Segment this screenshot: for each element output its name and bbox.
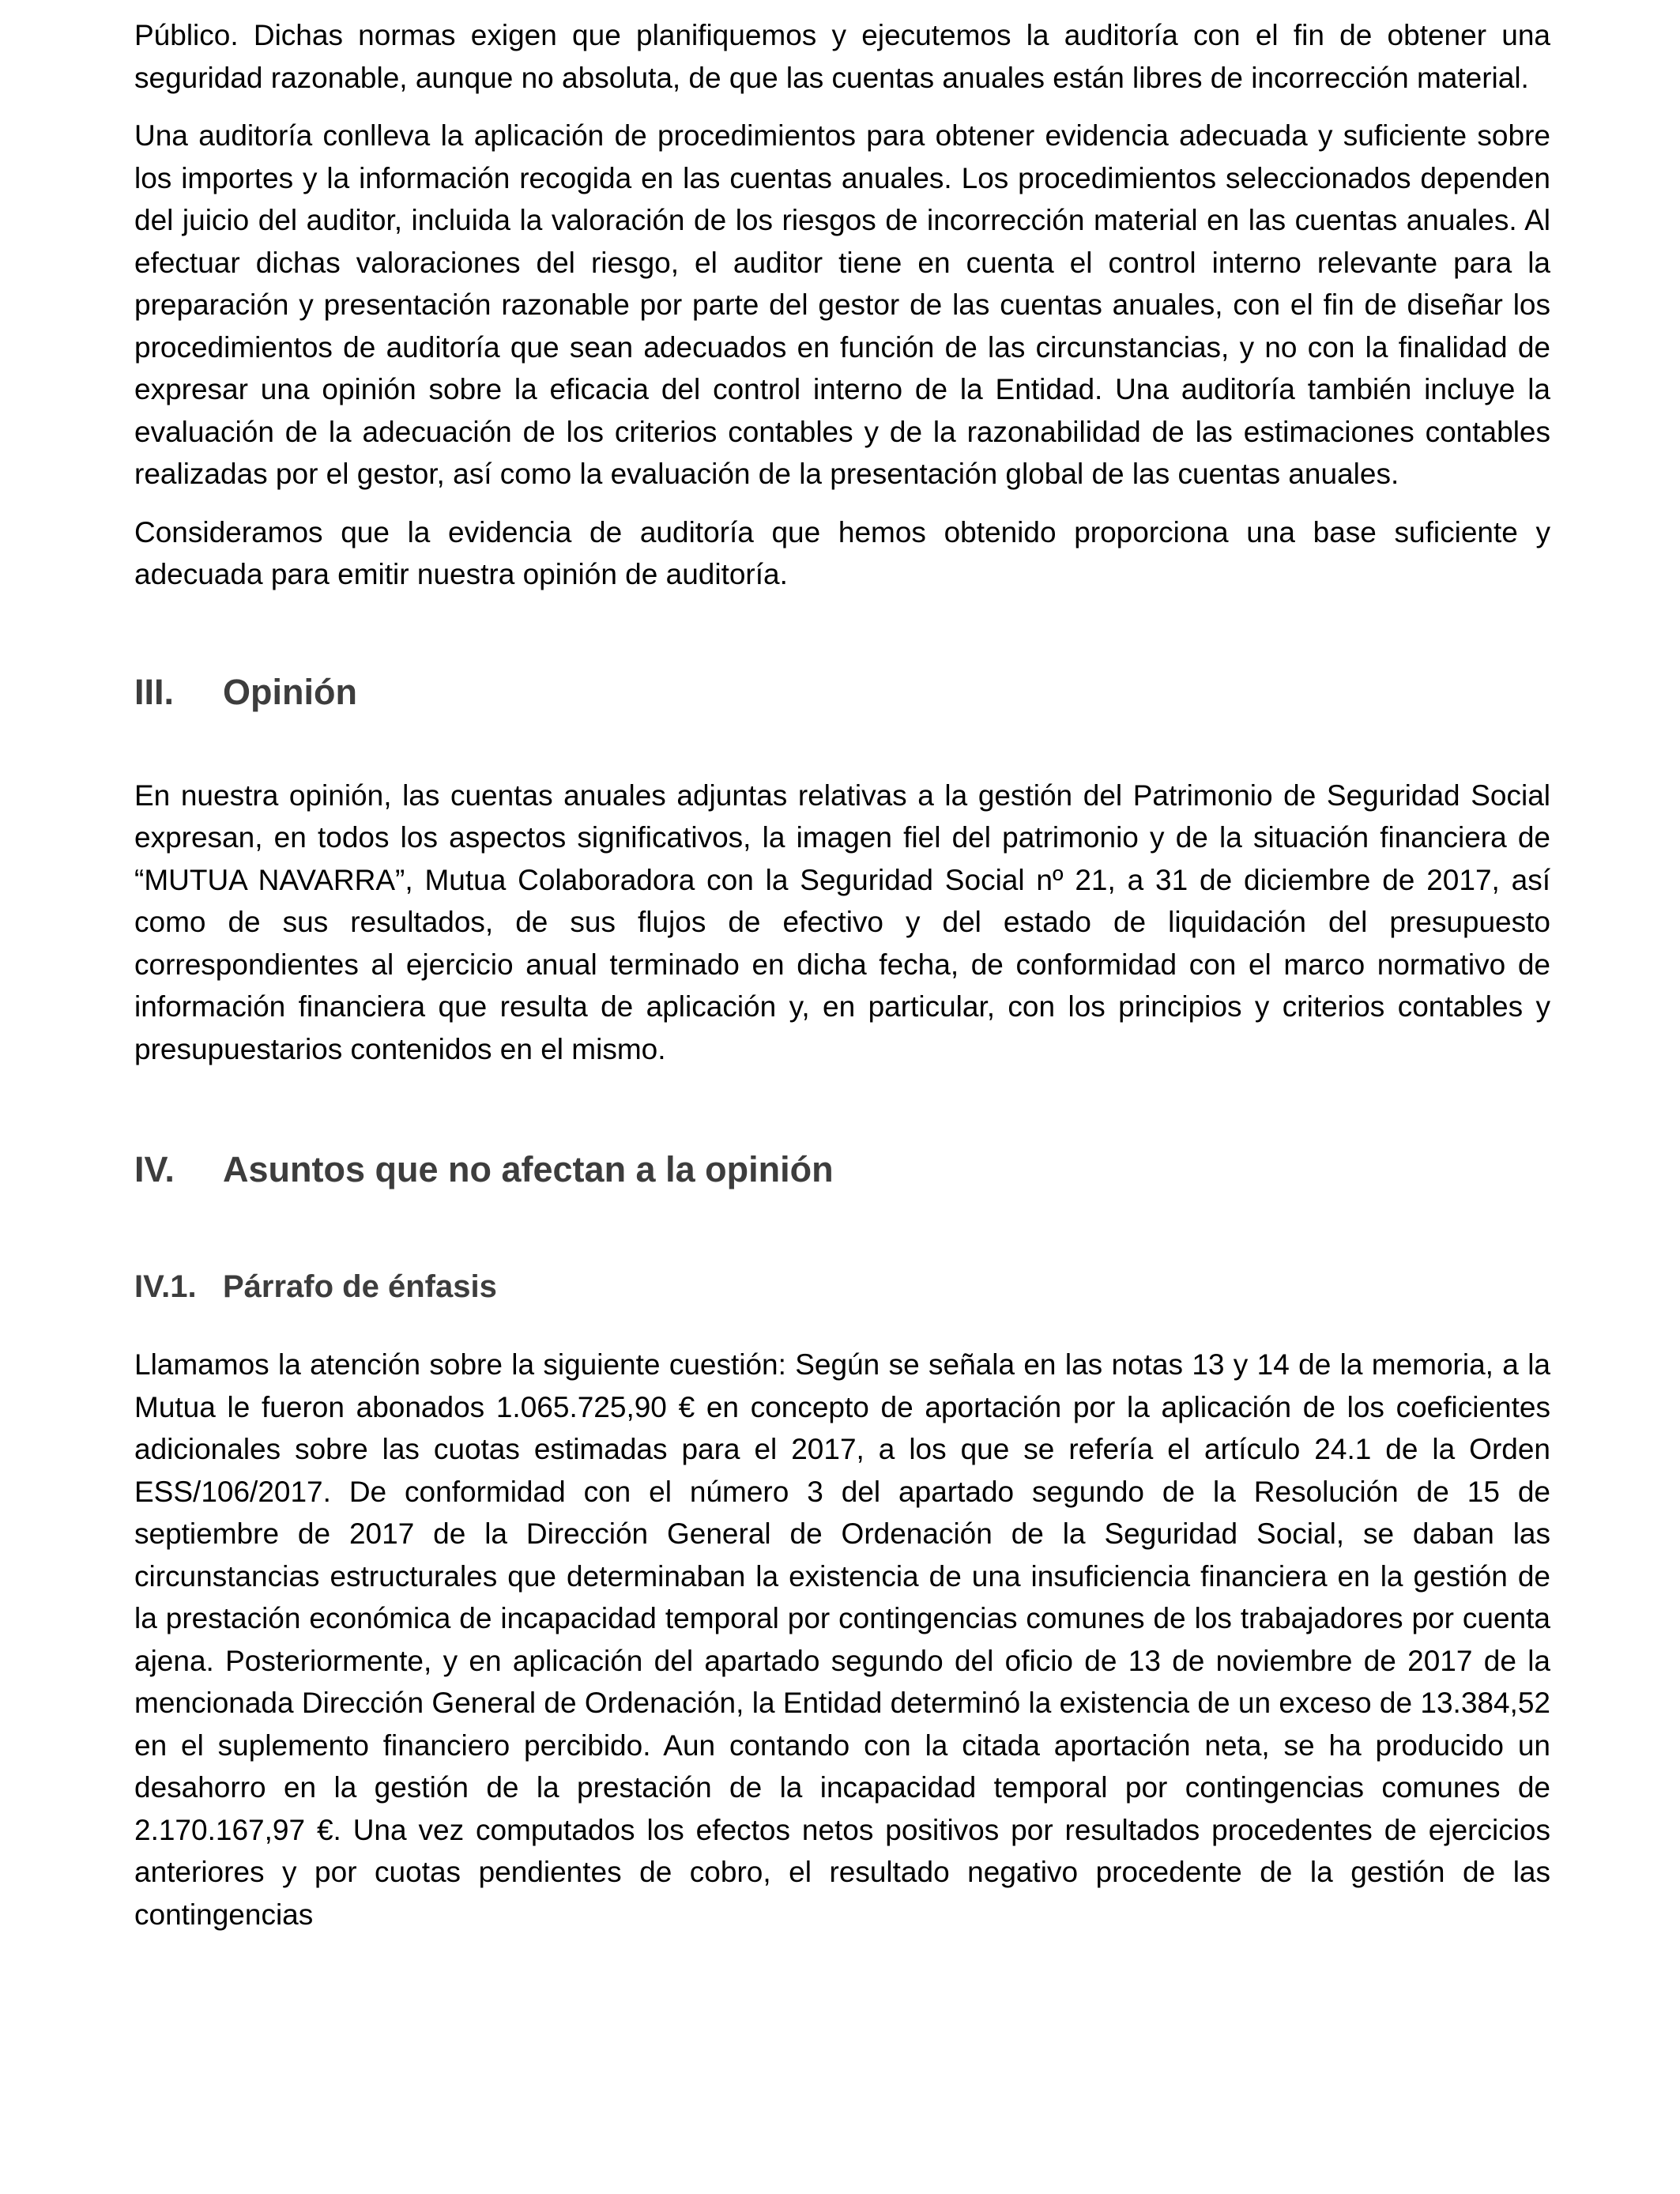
- section-heading-opinion: [134, 669, 1550, 716]
- section-title: Asuntos que no afectan a la opinión: [223, 1149, 834, 1189]
- section-number: III.: [134, 671, 175, 712]
- section-title: Opinión: [223, 671, 357, 712]
- section-number: IV.: [134, 1149, 175, 1189]
- subsection-heading-emphasis: [134, 1265, 1550, 1309]
- paragraph-auditing-standards: Público. Dichas normas exigen que planifiquemos y ejecutemos la auditoría con el fin de obtener una seguridad razonable, aunque no absoluta, de que las cuentas anuales están libres de incorrección material.: [134, 19, 1550, 94]
- paragraph-emphasis: Llamamos la atención sobre la siguiente cuestión: Según se señala en las notas 13 y 14 de la memoria, a la Mutua le fueron abonados 1.065.725,90 € en concepto de aportación por la aplicación de los coeficientes adicionales sobre las cuotas estimadas para el 2017, a los que se refería el artículo 24.1 de la Orden ESS/106/2017. De conformidad con el número 3 del apartado segundo de la Resolución de 15 de septiembre de 2017 de la Dirección General de Ordenación de la Seguridad Social, se daban las circunstancias estructurales que determinaban la existencia de una insuficiencia financiera en la gestión de la prestación económica de incapacidad temporal por contingencias comunes de los trabajadores por cuenta ajena. Posteriormente, y en aplicación del apartado segundo del oficio de 13 de noviembre de 2017 de la mencionada Dirección General de Ordenación, la Entidad determinó la existencia de un exceso de 13.384,52 en el suplemento financiero percibido. Aun contando con la citada aportación neta, se ha producido un desahorro en la gestión de la prestación de la incapacidad temporal por contingencias comunes de 2.170.167,97 €. Una vez computados los efectos netos positivos por resultados procedentes de ejercicios anteriores y por cuotas pendientes de cobro, el resultado negativo procedente de la gestión de las contingencias: [134, 1348, 1550, 1931]
- document-page: [134, 14, 1550, 1936]
- section-heading-matters: [134, 1146, 1550, 1193]
- paragraph-audit-evidence: Consideramos que la evidencia de auditoría que hemos obtenido proporciona una base suficiente y adecuada para emitir nuestra opinión de auditoría.: [134, 515, 1550, 590]
- subsection-title: Párrafo de énfasis: [223, 1269, 497, 1304]
- paragraph-opinion: En nuestra opinión, las cuentas anuales adjuntas relativas a la gestión del Patrimonio de Seguridad Social expresan, en todos los aspectos significativos, la imagen fiel del patrimonio y de la situación financiera de “MUTUA NAVARRA”, Mutua Colaboradora con la Seguridad Social nº 21, a 31 de diciembre de 2017, así como de sus resultados, de sus flujos de efectivo y del estado de liquidación del presupuesto correspondientes al ejercicio anual terminado en dicha fecha, de conformidad con el marco normativo de información financiera que resulta de aplicación y, en particular, con los principios y criterios contables y presupuestarios contenidos en el mismo.: [134, 778, 1550, 1065]
- paragraph-audit-procedures: Una auditoría conlleva la aplicación de procedimientos para obtener evidencia adecuada y suficiente sobre los importes y la información recogida en las cuentas anuales. Los procedimientos seleccionados dependen del juicio del auditor, incluida la valoración de los riesgos de incorrección material en las cuentas anuales. Al efectuar dichas valoraciones del riesgo, el auditor tiene en cuenta el control interno relevante para la preparación y presentación razonable por parte del gestor de las cuentas anuales, con el fin de diseñar los procedimientos de auditoría que sean adecuados en función de las circunstancias, y no con la finalidad de expresar una opinión sobre la eficacia del control interno de la Entidad. Una auditoría también incluye la evaluación de la adecuación de los criterios contables y de la razonabilidad de las estimaciones contables realizadas por el gestor, así como la evaluación de la presentación global de las cuentas anuales.: [134, 119, 1550, 490]
- subsection-number: IV.1.: [134, 1269, 197, 1304]
